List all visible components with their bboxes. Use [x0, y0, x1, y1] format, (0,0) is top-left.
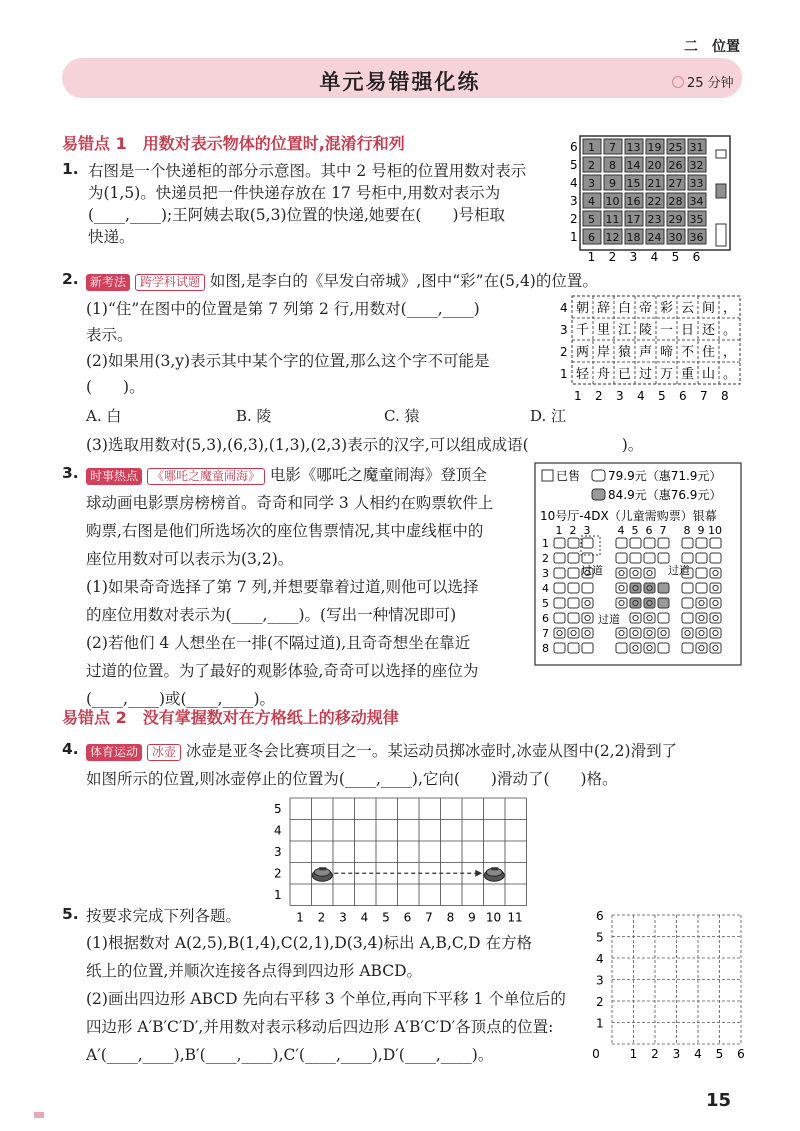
cinema-seat [658, 538, 669, 548]
poem-char: 白 [617, 301, 632, 316]
q3-text [86, 492, 493, 716]
cinema-seat [582, 583, 593, 593]
q2-part1-cont: 表示。 [86, 326, 133, 344]
curl-x-label: 11 [507, 910, 523, 925]
q3-line: (1)如果奇奇选择了第 7 列,并想要靠着过道,则他可以选择 [86, 578, 479, 596]
poem-char: 过 [638, 367, 653, 382]
cinema-seat [710, 598, 721, 608]
poem-char: 朝 [575, 301, 590, 316]
cinema-seat [582, 613, 593, 623]
coord-x-label: 2 [651, 1047, 659, 1061]
locker-number: 12 [605, 231, 620, 244]
q1-number: 1. [62, 160, 79, 178]
locker-number: 10 [605, 195, 620, 208]
poem-char: 彩 [659, 301, 674, 316]
poem-col-label: 7 [700, 389, 708, 403]
cinema-seat [582, 598, 593, 608]
cinema-seat [644, 583, 655, 593]
curl-y-label: 2 [274, 866, 282, 881]
hall-title: 10号厅-4DX（儿童需购票）银幕 [540, 509, 717, 523]
cinema-seat [696, 583, 707, 593]
legend-price2: 84.9元（惠76.9元） [608, 488, 722, 502]
cinema-seat [710, 553, 721, 563]
q4-number: 4. [62, 740, 79, 758]
coordinate-grid [588, 905, 748, 1067]
q4-line1 [86, 740, 677, 762]
cinema-seat [658, 553, 669, 563]
cinema-seat [682, 538, 693, 548]
stone-handle [319, 867, 326, 870]
cinema-row-label: 6 [542, 612, 549, 625]
locker-number: 5 [588, 213, 595, 226]
cinema-seat [554, 583, 565, 593]
coord-y-label: 5 [596, 930, 604, 945]
coord-y-label: 4 [596, 952, 604, 966]
q4-line2: 如图所示的位置,则冰壶停止的位置为(____,____),它向( )滑动了( )格。 [86, 770, 618, 788]
tag-movie: 《哪吒之魔童闹海》 [147, 468, 265, 485]
poem-char: 里 [596, 323, 611, 338]
locker-col-label: 4 [650, 250, 659, 264]
locker-number: 2 [588, 159, 595, 172]
cinema-seat [630, 583, 641, 593]
poem-row-label: 1 [560, 367, 568, 381]
cinema-seat [710, 568, 721, 578]
corner-mark [34, 1112, 44, 1118]
q1-line: 快递。 [88, 228, 135, 246]
coord-x-label: 6 [737, 1047, 745, 1061]
locker-number: 15 [626, 177, 641, 190]
stone-handle [491, 867, 498, 870]
curl-y-label: 3 [274, 845, 282, 859]
q2-part2-blank: ( )。 [86, 378, 145, 396]
poem-char: 。 [722, 367, 737, 382]
locker-number: 4 [588, 195, 595, 208]
q3-line: 购票,右图是他们所选场次的座位售票情况,其中虚线框中的 [86, 522, 484, 540]
curl-x-label: 3 [339, 910, 347, 925]
cinema-seat [710, 538, 721, 548]
locker-number: 33 [689, 177, 704, 190]
curl-x-label: 1 [296, 910, 304, 925]
poem-char: 轻 [575, 367, 590, 382]
curling-stone-start-icon [312, 867, 332, 881]
locker-col-label: 5 [671, 250, 680, 264]
tag-cross-subject: 跨学科试题 [135, 274, 205, 291]
tag-current-events: 时事热点 [86, 468, 142, 485]
cinema-seat [554, 643, 565, 653]
cinema-col-label: 7 [659, 524, 667, 537]
tag-new-method: 新考法 [86, 274, 130, 291]
locker-number: 28 [668, 195, 683, 208]
curl-x-label: 10 [485, 910, 502, 925]
q3-line: 的座位用数对表示为(____,____)。(写出一种情况即可) [86, 606, 457, 624]
curl-x-label: 2 [317, 910, 326, 925]
poem-col-label: 8 [721, 389, 729, 403]
q2-choice-a: A. 白 [86, 407, 122, 425]
legend-price1: 79.9元（惠71.9元） [608, 469, 722, 483]
poem-row-label: 3 [560, 323, 568, 337]
q2-choice-b: B. 陵 [236, 407, 272, 425]
cinema-seat [644, 613, 655, 623]
cinema-seat [554, 553, 565, 563]
cinema-row-label: 2 [542, 552, 549, 565]
locker-slot-icon [716, 224, 726, 246]
poem-char: 千 [575, 323, 590, 338]
locker-number: 18 [626, 231, 641, 244]
chapter-label: 二 位置 [684, 39, 740, 55]
cinema-seat [554, 613, 565, 623]
cinema-col-label: 3 [583, 524, 591, 537]
q5-p2-line3: A′(____,____),B′(____,____),C′(____,____),D′(____,____)。 [86, 1046, 494, 1064]
poem-char: 日 [680, 323, 695, 338]
cinema-seat [710, 583, 721, 593]
q3-line: 座位用数对可以表示为(3,2)。 [86, 550, 294, 568]
cinema-row-label: 1 [542, 537, 549, 550]
curling-stone-end-icon [484, 867, 504, 881]
locker-number: 16 [626, 195, 641, 208]
cinema-seat [616, 538, 627, 548]
locker-number: 23 [647, 213, 662, 226]
poem-col-label: 4 [637, 389, 645, 403]
time-text: 25 分钟 [687, 76, 734, 91]
q5-parts [86, 932, 566, 1066]
q2-choice-c: C. 猿 [384, 407, 420, 425]
poem-char: 不 [680, 345, 695, 360]
cinema-seat [568, 583, 579, 593]
poem-char: 一 [659, 323, 674, 338]
q5-p2-line2: 四边形 A′B′C′D′,并用数对表示移动后四边形 A′B′C′D′各顶点的位置: [86, 1018, 554, 1036]
cinema-seat [644, 598, 655, 608]
cinema-seat [644, 643, 655, 653]
poem-char: 帝 [638, 301, 653, 316]
cinema-seat [696, 538, 707, 548]
cinema-seat [630, 613, 641, 623]
cinema-seat [658, 613, 669, 623]
sold-seat-icon [542, 470, 553, 481]
locker-diagram [566, 128, 746, 264]
cinema-row-label: 3 [542, 567, 549, 580]
cinema-seat [658, 598, 669, 608]
cinema-seat [568, 553, 579, 563]
coord-y-label: 3 [596, 973, 604, 988]
coord-y-label: 2 [596, 995, 604, 1009]
cinema-seat [630, 643, 641, 653]
poem-char: 万 [659, 367, 674, 382]
cinema-seat [582, 553, 593, 563]
locker-col-label: 3 [629, 250, 638, 264]
cinema-seat [682, 553, 693, 563]
cinema-row-label: 7 [542, 627, 549, 640]
locker-row-label: 4 [570, 176, 578, 190]
q2-intro: 如图,是李白的《早发白帝城》,图中“彩”在(5,4)的位置。 [209, 272, 598, 290]
q1-line: 右图是一个快递柜的部分示意图。其中 2 号柜的位置用数对表示 [88, 162, 527, 180]
cinema-col-label: 6 [645, 524, 653, 537]
q3-line: (2)若他们 4 人想坐在一排(不隔过道),且奇奇想坐在靠近 [86, 634, 471, 652]
locker-number: 21 [647, 177, 662, 190]
poem-col-label: 3 [616, 389, 624, 403]
cinema-seat [630, 628, 641, 638]
cinema-seat [554, 568, 565, 578]
poem-col-label: 1 [574, 389, 582, 403]
q1-line: 为(1,5)。快递员把一件快递存放在 17 号柜中,用数对表示为 [88, 184, 501, 202]
cinema-seat [630, 598, 641, 608]
q3-line: 电影《哪吒之魔童闹海》登顶全 [269, 466, 487, 484]
locker-number: 25 [668, 141, 683, 154]
seat-type1-icon [592, 470, 605, 481]
poem-col-label: 5 [658, 389, 666, 403]
clock-icon [672, 76, 684, 88]
q5-p2-line1: (2)画出四边形 ABCD 先向右平移 3 个单位,再向下平移 1 个单位后的 [86, 990, 566, 1008]
cinema-col-label: 10 [708, 524, 722, 537]
poem-char: 声 [638, 345, 653, 360]
locker-number: 20 [647, 159, 662, 172]
q1-line: (____,____);王阿姨去取(5,3)位置的快递,她要在( )号柜取 [88, 206, 506, 224]
cinema-seat [710, 628, 721, 638]
cinema-seat [582, 628, 593, 638]
coord-x-label: 5 [715, 1047, 724, 1061]
q2-part2: (2)如果用(3,y)表示其中某个字的位置,那么这个字不可能是 [86, 352, 490, 370]
poem-char: 云 [680, 301, 695, 316]
cinema-row-label: 5 [542, 597, 549, 610]
curling-grid [268, 790, 558, 925]
locker-number: 30 [668, 231, 683, 244]
poem-char: 江 [617, 323, 632, 338]
time-estimate [672, 72, 734, 91]
cinema-seat [616, 628, 627, 638]
cinema-seat [616, 643, 627, 653]
poem-char: 辞 [596, 301, 611, 316]
seat-type2-icon [592, 489, 605, 500]
locker-number: 6 [588, 231, 595, 244]
cinema-seat [568, 613, 579, 623]
coord-x-label: 4 [694, 1047, 702, 1061]
curl-x-label: 5 [382, 910, 390, 925]
section-1-heading: 易错点 1 用数对表示物体的位置时,混淆行和列 [62, 134, 405, 153]
q5-intro: 按要求完成下列各题。 [86, 907, 242, 925]
poem-char: 猿 [617, 345, 632, 360]
q5-p1-line2: 纸上的位置,并顺次连接各点得到四边形 ABCD。 [86, 962, 423, 980]
cinema-row-label: 8 [542, 642, 549, 655]
q3-line: (____,____)或(____,____)。 [86, 690, 276, 708]
locker-number: 7 [609, 141, 616, 154]
poem-row-label: 2 [560, 345, 568, 359]
locker-col-label: 1 [587, 250, 596, 264]
locker-number: 34 [689, 195, 704, 208]
curl-x-label: 6 [403, 910, 412, 925]
poem-col-label: 2 [595, 389, 603, 403]
cinema-col-label: 9 [697, 524, 705, 537]
poem-char: ， [722, 345, 737, 360]
locker-number: 19 [647, 141, 662, 154]
locker-number: 13 [626, 141, 641, 154]
cinema-seat [630, 538, 641, 548]
cinema-seat [568, 598, 579, 608]
curl-y-label: 4 [274, 823, 282, 838]
coord-y-label: 6 [596, 909, 604, 923]
cinema-seat [658, 583, 669, 593]
coord-y-label: 1 [596, 1016, 604, 1031]
q5-number: 5. [62, 905, 79, 923]
cinema-seat [644, 538, 655, 548]
locker-number: 31 [689, 141, 704, 154]
locker-row-label: 5 [570, 158, 578, 172]
cinema-seat [568, 538, 579, 548]
poem-char: 岸 [596, 345, 611, 360]
locker-number: 36 [689, 231, 704, 244]
cinema-col-label: 1 [555, 524, 563, 537]
locker-number: 26 [668, 159, 683, 172]
poem-char: 已 [617, 367, 632, 382]
poem-char: 陵 [638, 323, 653, 338]
cinema-seat [630, 568, 641, 578]
coord-x-label: 3 [672, 1047, 681, 1061]
poem-char: 两 [575, 345, 590, 360]
cinema-seat [554, 538, 565, 548]
locker-screen-icon [716, 150, 726, 158]
locker-number: 24 [647, 231, 662, 244]
poem-row-label: 4 [560, 301, 568, 315]
locker-keypad-icon [716, 184, 726, 198]
curl-x-label: 9 [468, 910, 476, 925]
cinema-seat [644, 553, 655, 563]
cinema-seat [616, 598, 627, 608]
q3-number: 3. [62, 464, 79, 482]
poem-char: 舟 [596, 367, 611, 382]
cinema-seat [682, 613, 693, 623]
cinema-seat [644, 628, 655, 638]
locker-col-label: 2 [608, 250, 617, 264]
q2-part1: (1)“住”在图中的位置是第 7 列第 2 行,用数对(____,____) [86, 300, 480, 318]
locker-number: 35 [689, 213, 704, 226]
aisle-label-row3: 过道 [581, 564, 603, 577]
cinema-seat [696, 613, 707, 623]
arrowhead-icon [475, 870, 482, 877]
poem-char: 重 [680, 367, 695, 382]
cinema-seat [616, 583, 627, 593]
cinema-seat-map [532, 460, 744, 668]
cinema-seat [696, 643, 707, 653]
cinema-seat [630, 553, 641, 563]
cinema-seat [682, 643, 693, 653]
cinema-seat [682, 583, 693, 593]
locker-number: 17 [626, 213, 641, 226]
locker-row-label: 2 [570, 212, 578, 226]
cinema-seat [554, 598, 565, 608]
locker-number: 29 [668, 213, 683, 226]
poem-grid [556, 290, 756, 406]
cinema-seat [682, 628, 693, 638]
cinema-col-label: 4 [617, 524, 625, 537]
cinema-row-label: 4 [542, 582, 549, 595]
poem-char: 山 [701, 367, 716, 382]
q5-p1-line1: (1)根据数对 A(2,5),B(1,4),C(2,1),D(3,4)标出 A,B,C,D 在方格 [86, 934, 532, 952]
q1-text [88, 160, 526, 248]
poem-char: 间 [701, 301, 716, 316]
locker-number: 1 [588, 141, 595, 154]
cinema-seat [696, 598, 707, 608]
poem-char: 住 [701, 345, 716, 360]
q4-text-1: 冰壶是亚冬会比赛项目之一。某运动员掷冰壶时,冰壶从图中(2,2)滑到了 [185, 742, 678, 760]
tag-curling: 冰壶 [147, 744, 181, 761]
coord-x-label: 1 [629, 1047, 638, 1061]
q2-choice-d: D. 江 [530, 407, 567, 425]
locker-number: 32 [689, 159, 704, 172]
locker-number: 22 [647, 195, 662, 208]
cinema-seat [568, 568, 579, 578]
q2-intro-line [86, 270, 598, 292]
cinema-seat [696, 568, 707, 578]
cinema-seat [554, 628, 565, 638]
cinema-col-label: 2 [569, 524, 577, 537]
page-number: 15 [706, 1090, 732, 1111]
curl-y-label: 5 [274, 802, 282, 816]
cinema-seat [582, 538, 593, 548]
aisle-label-row6: 过道 [598, 613, 620, 626]
q3-first-line [86, 464, 487, 486]
cinema-seat [658, 643, 669, 653]
tag-sports: 体育运动 [86, 744, 142, 761]
poem-char: 啼 [659, 345, 674, 360]
curl-x-label: 7 [425, 910, 433, 925]
poem-char: ， [722, 301, 737, 316]
locker-number: 11 [605, 213, 620, 226]
cinema-seat [568, 628, 579, 638]
section-2-heading: 易错点 2 没有掌握数对在方格纸上的移动规律 [62, 708, 399, 727]
cinema-seat [616, 568, 627, 578]
locker-number: 3 [588, 177, 595, 190]
cinema-seat [582, 643, 593, 653]
locker-number: 8 [609, 159, 616, 172]
curl-y-label: 1 [274, 888, 282, 902]
cinema-seat [682, 598, 693, 608]
coord-x-label: 0 [592, 1047, 600, 1061]
legend-sold: 已售 [556, 469, 581, 483]
q2-number: 2. [62, 270, 79, 288]
poem-col-label: 6 [679, 389, 687, 403]
aisle-label-row3b: 过道 [668, 564, 690, 577]
cinema-col-label: 8 [683, 524, 691, 537]
curl-x-label: 8 [446, 910, 455, 925]
locker-row-label: 6 [570, 140, 578, 154]
locker-col-label: 6 [692, 250, 701, 264]
cinema-seat [616, 553, 627, 563]
cinema-col-label: 5 [631, 524, 639, 537]
locker-number: 9 [609, 177, 616, 190]
locker-row-label: 3 [570, 194, 578, 208]
cinema-seat [710, 613, 721, 623]
q2-part3: (3)选取用数对(5,3),(6,3),(1,3),(2,3)表示的汉字,可以组成成语( )。 [86, 436, 644, 454]
cinema-seat [568, 643, 579, 653]
cinema-seat [696, 628, 707, 638]
q3-line: 过道的位置。为了最好的观影体验,奇奇可以选择的座位为 [86, 662, 479, 680]
curl-x-label: 4 [360, 910, 369, 925]
locker-number: 27 [668, 177, 683, 190]
cinema-seat [658, 628, 669, 638]
q2-parts [86, 298, 490, 398]
q3-line: 球动画电影票房榜榜首。奇奇和同学 3 人相约在购票软件上 [86, 494, 494, 512]
poem-char: 。 [722, 323, 737, 338]
locker-row-label: 1 [570, 230, 578, 244]
cinema-seat [710, 643, 721, 653]
locker-number: 14 [626, 159, 641, 172]
cinema-seat [696, 553, 707, 563]
cinema-seat [644, 568, 655, 578]
poem-char: 还 [701, 323, 716, 338]
page-title: 单元易错强化练 [319, 70, 481, 94]
